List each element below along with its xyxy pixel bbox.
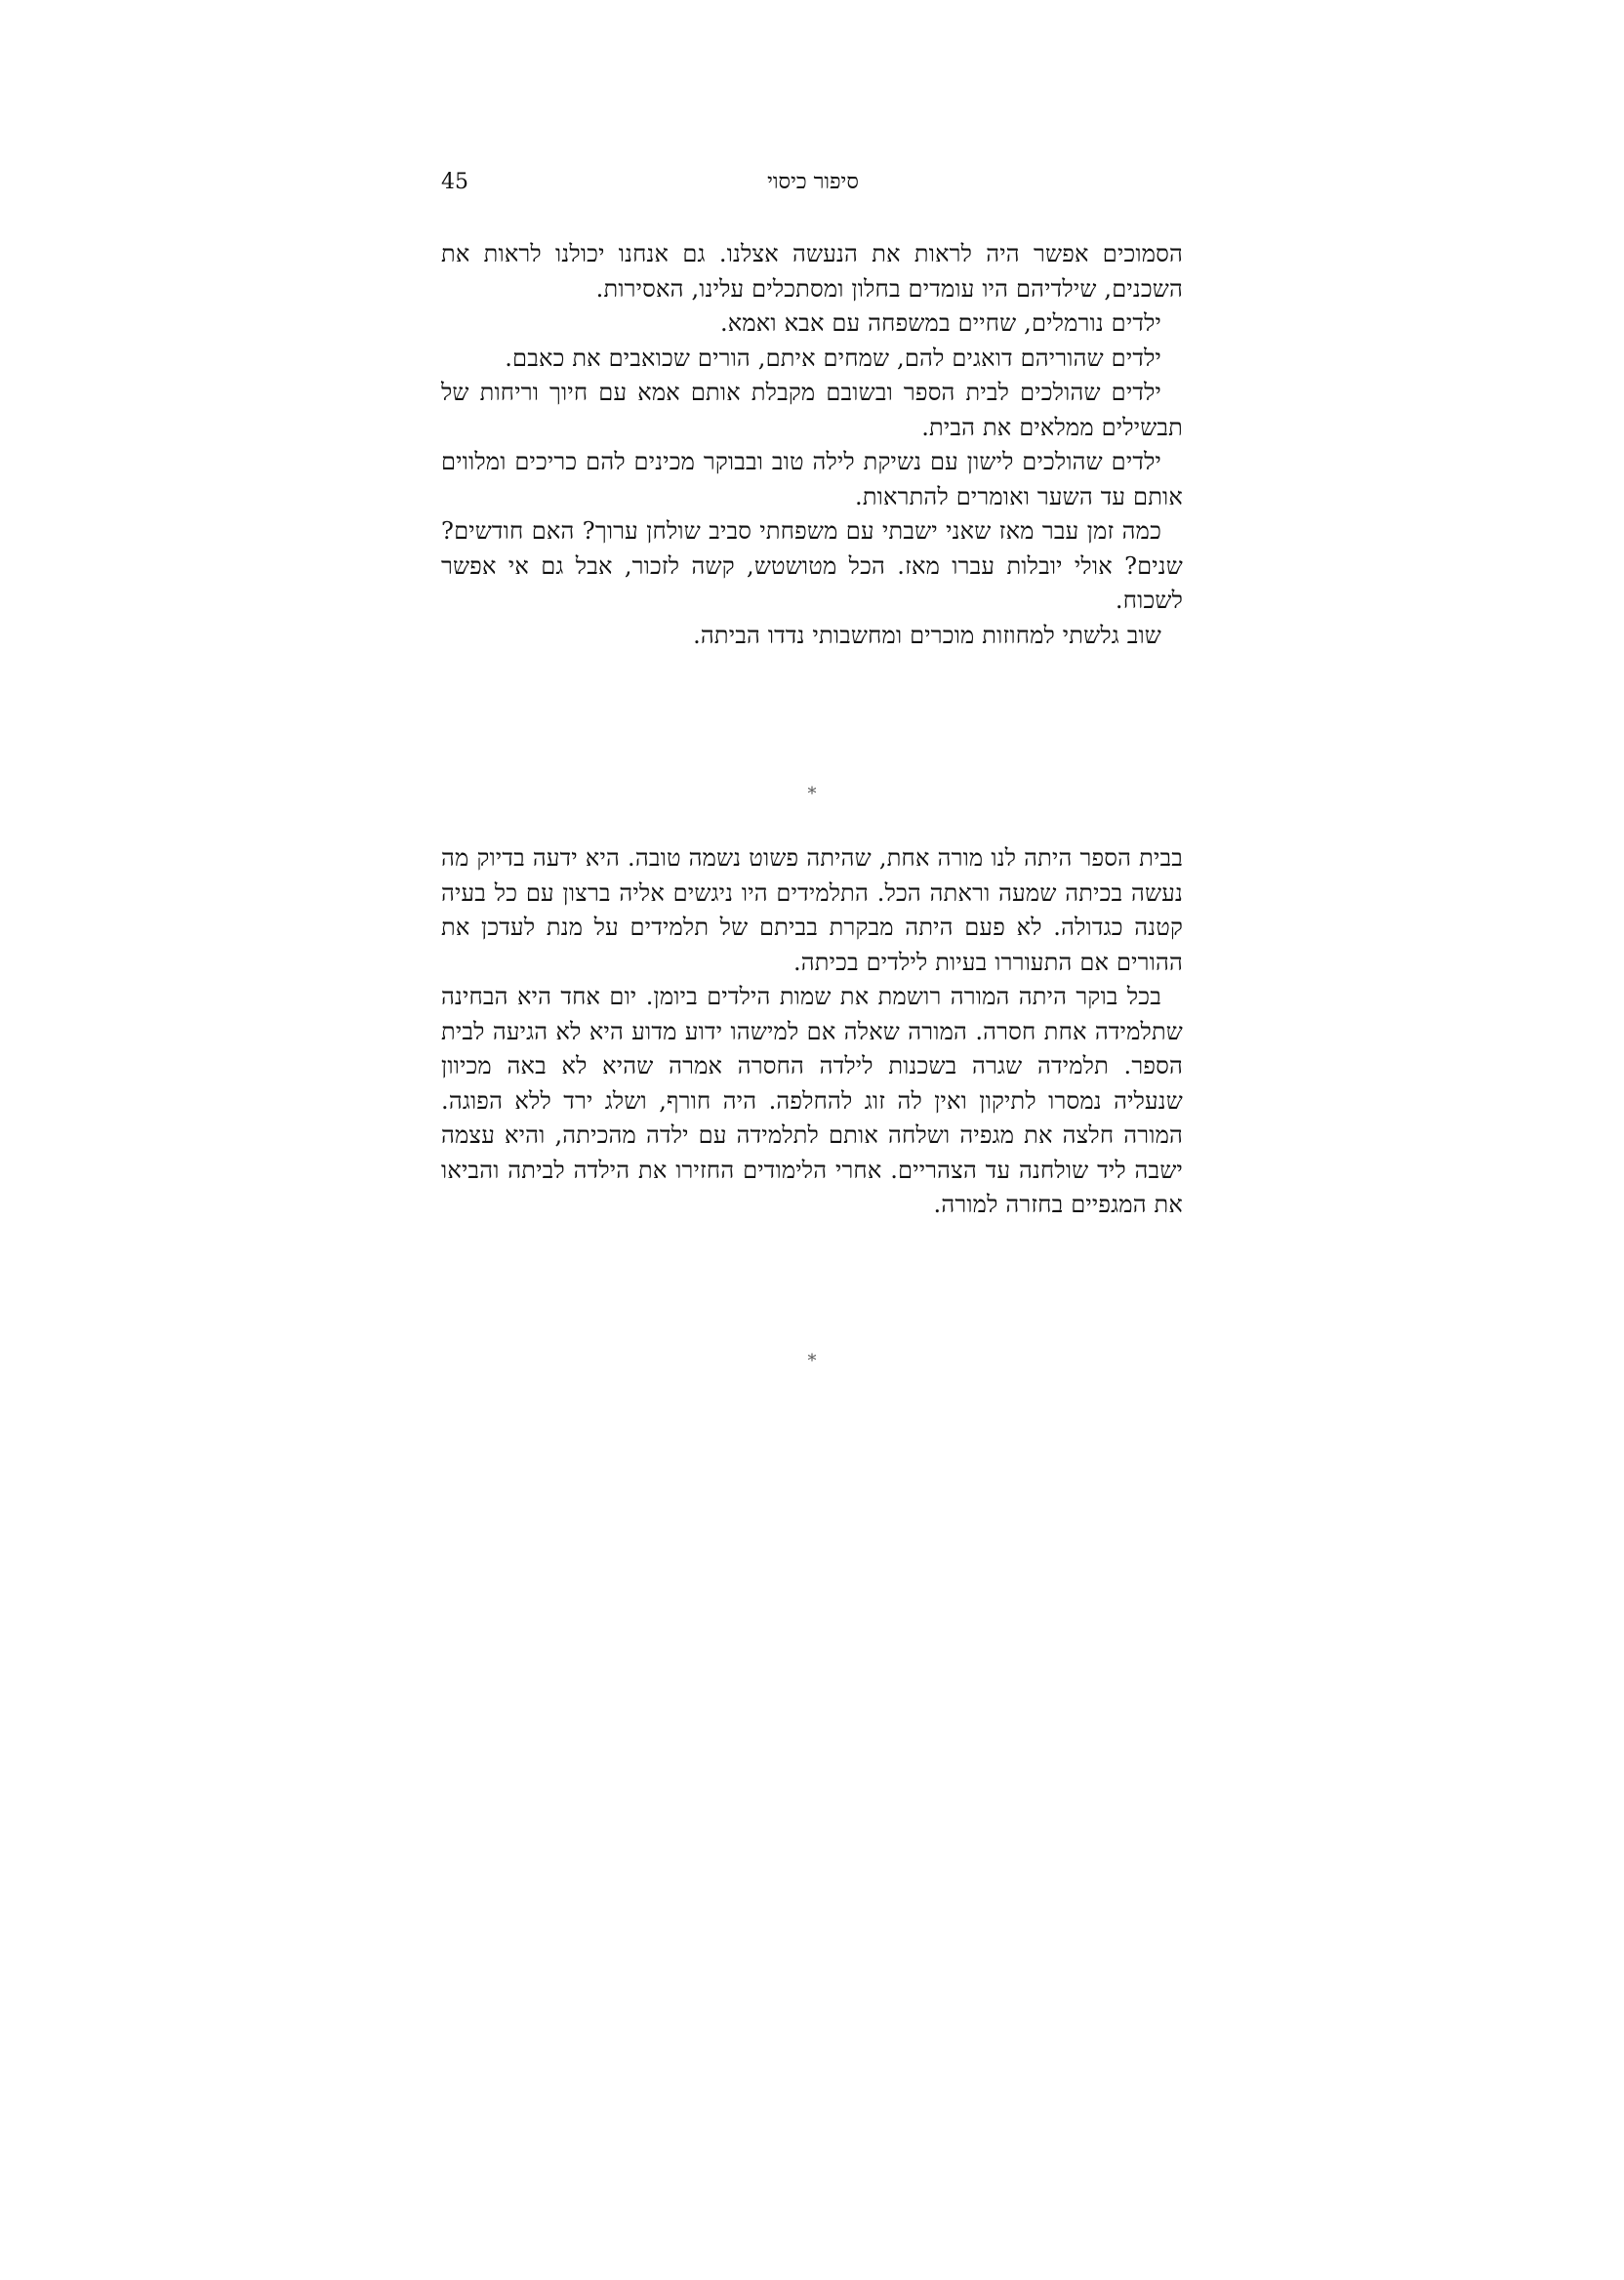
paragraph: בבית הספר היתה לנו מורה אחת, שהיתה פשוט נשמה טובה. היא ידעה בדיוק מה נעשה בכיתה שמעה וראתה הכל. התלמידים היו ניגשים אליה ברצון עם כל בעיה קטנה כגדולה. לא פעם היתה מבקרת בביתם של תלמידים על מנת לעדכן את ההורים אם התעוררו בעיות לילדים בכיתה.: [441, 844, 1183, 976]
section-separator: *: [807, 1351, 817, 1371]
paragraph: בכל בוקר היתה המורה רושמת את שמות הילדים ביומן. יום אחד היא הבחינה שתלמידה אחת חסרה. המורה שאלה אם למישהו ידוע מדוע היא לא הגיעה לבית הספר. תלמידה שגרה בשכנות לילדה החסרה אמרה שהיא לא באה מכיוון שנעליה נמסרו לתיקון ואין לה זוג להחלפה. היה חורף, ושלג ירד ללא הפוגה. המורה חלצה את מגפיה ושלחה אותם לתלמידה עם ילדה מהכיתה, והיא עצמה ישבה ליד שולחנה עד הצהריים. אחרי הלימודים החזירו את הילדה לביתה והביאו את המגפיים בחזרה למורה.: [441, 983, 1183, 1218]
paragraph: ילדים שהולכים לבית הספר ובשובם מקבלת אותם אמא עם חיוך וריחות של תבשילים ממלאים את הבית.: [441, 379, 1183, 441]
running-title: סיפור כיסוי: [767, 170, 859, 194]
paragraph: ילדים נורמלים, שחיים במשפחה עם אבא ואמא.: [719, 309, 1161, 337]
page-number: 45: [441, 170, 468, 194]
section-1-text: [441, 237, 1183, 653]
paragraph: הסמוכים אפשר היה לראות את הנעשה אצלנו. גם אנחנו יכולנו לראות את השכנים, שילדיהם היו עומדים בחלון ומסתכלים עלינו, האסירות.: [441, 240, 1183, 303]
paragraph: כמה זמן עבר מאז שאני ישבתי עם משפחתי סביב שולחן ערוך? האם חודשים? שנים? אולי יובלות עברו מאז. הכל מטושטש, קשה לזכור, אבל גם אי אפשר לשכוח.: [441, 517, 1183, 614]
section-2-text: [441, 841, 1183, 1223]
paragraph: ילדים שהולכים לישון עם נשיקת לילה טוב ובבוקר מכינים להם כריכים ומלווים אותם עד השער ואומרים להתראות.: [441, 448, 1183, 510]
paragraph: ילדים שהוריהם דואגים להם, שמחים איתם, הורים שכואבים את כאבם.: [505, 344, 1161, 372]
paragraph: שוב גלשתי למחוזות מוכרים ומחשבותי נדדו הביתה.: [693, 621, 1161, 649]
section-separator: *: [807, 784, 817, 804]
